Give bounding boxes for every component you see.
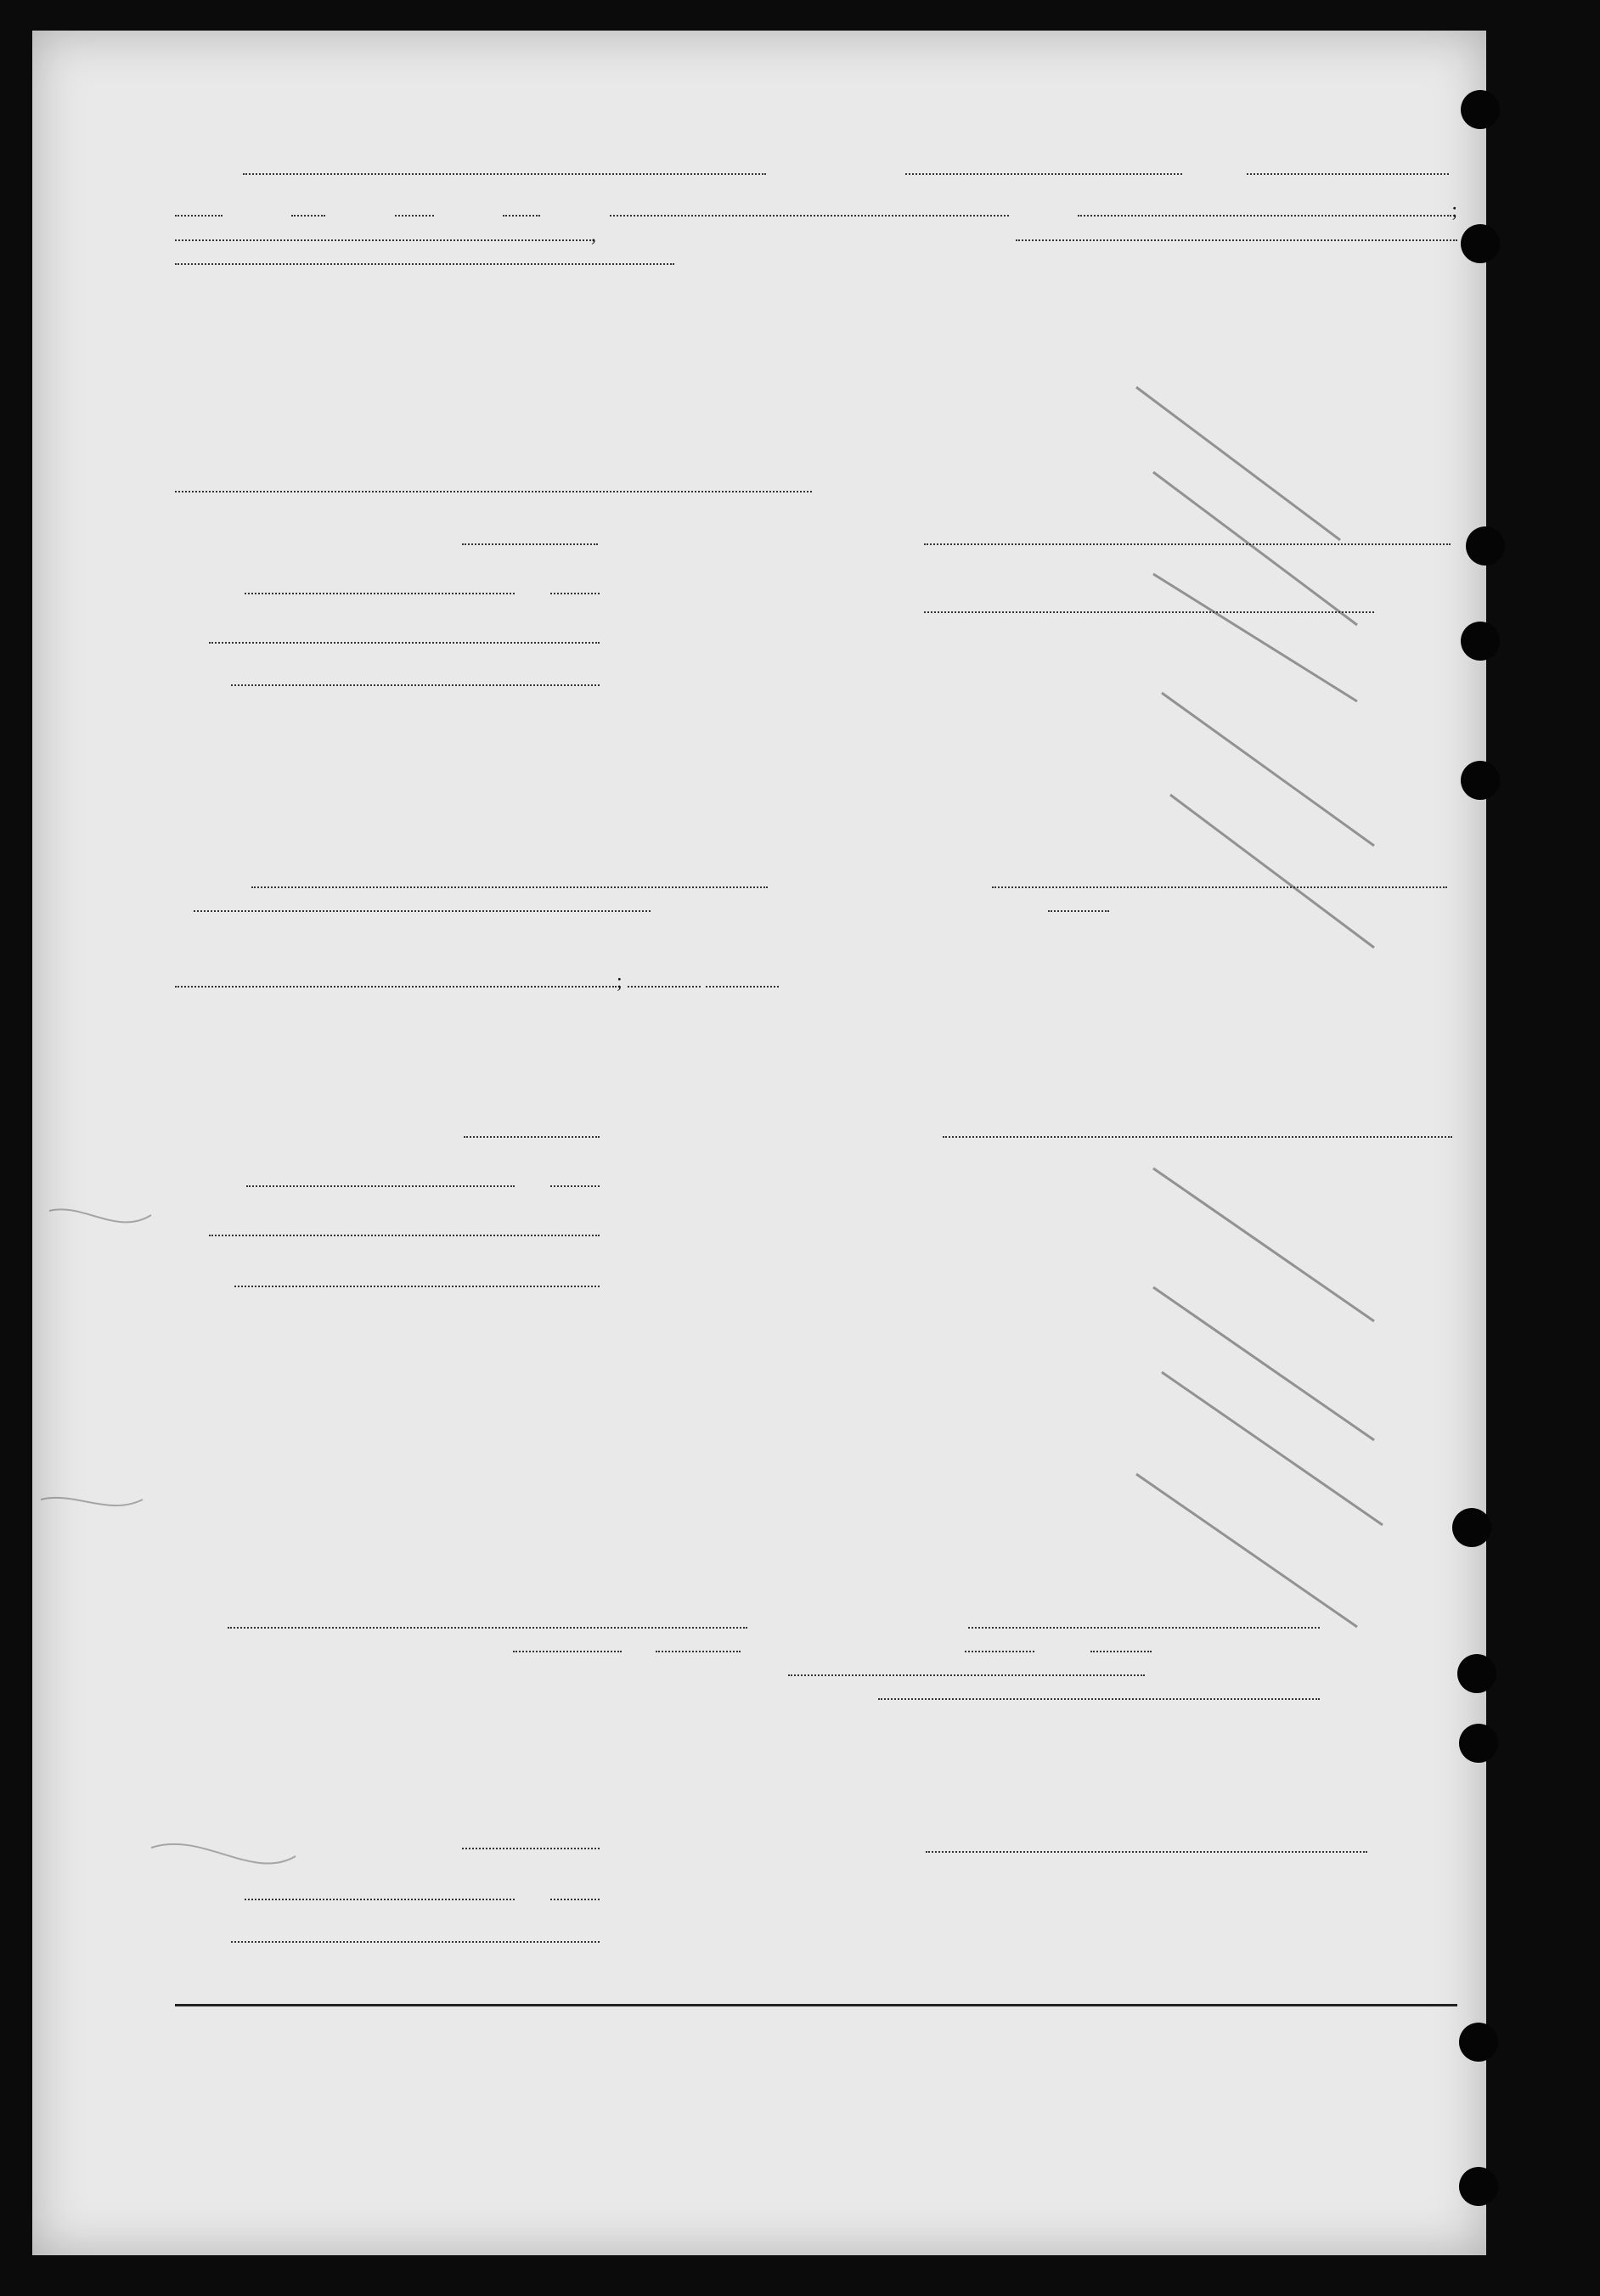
handwriting-strokes — [32, 31, 1486, 2255]
manifest-page — [32, 31, 1486, 2255]
section-2-body: ; — [175, 970, 1457, 994]
section-1-body: ; , — [175, 199, 1457, 272]
